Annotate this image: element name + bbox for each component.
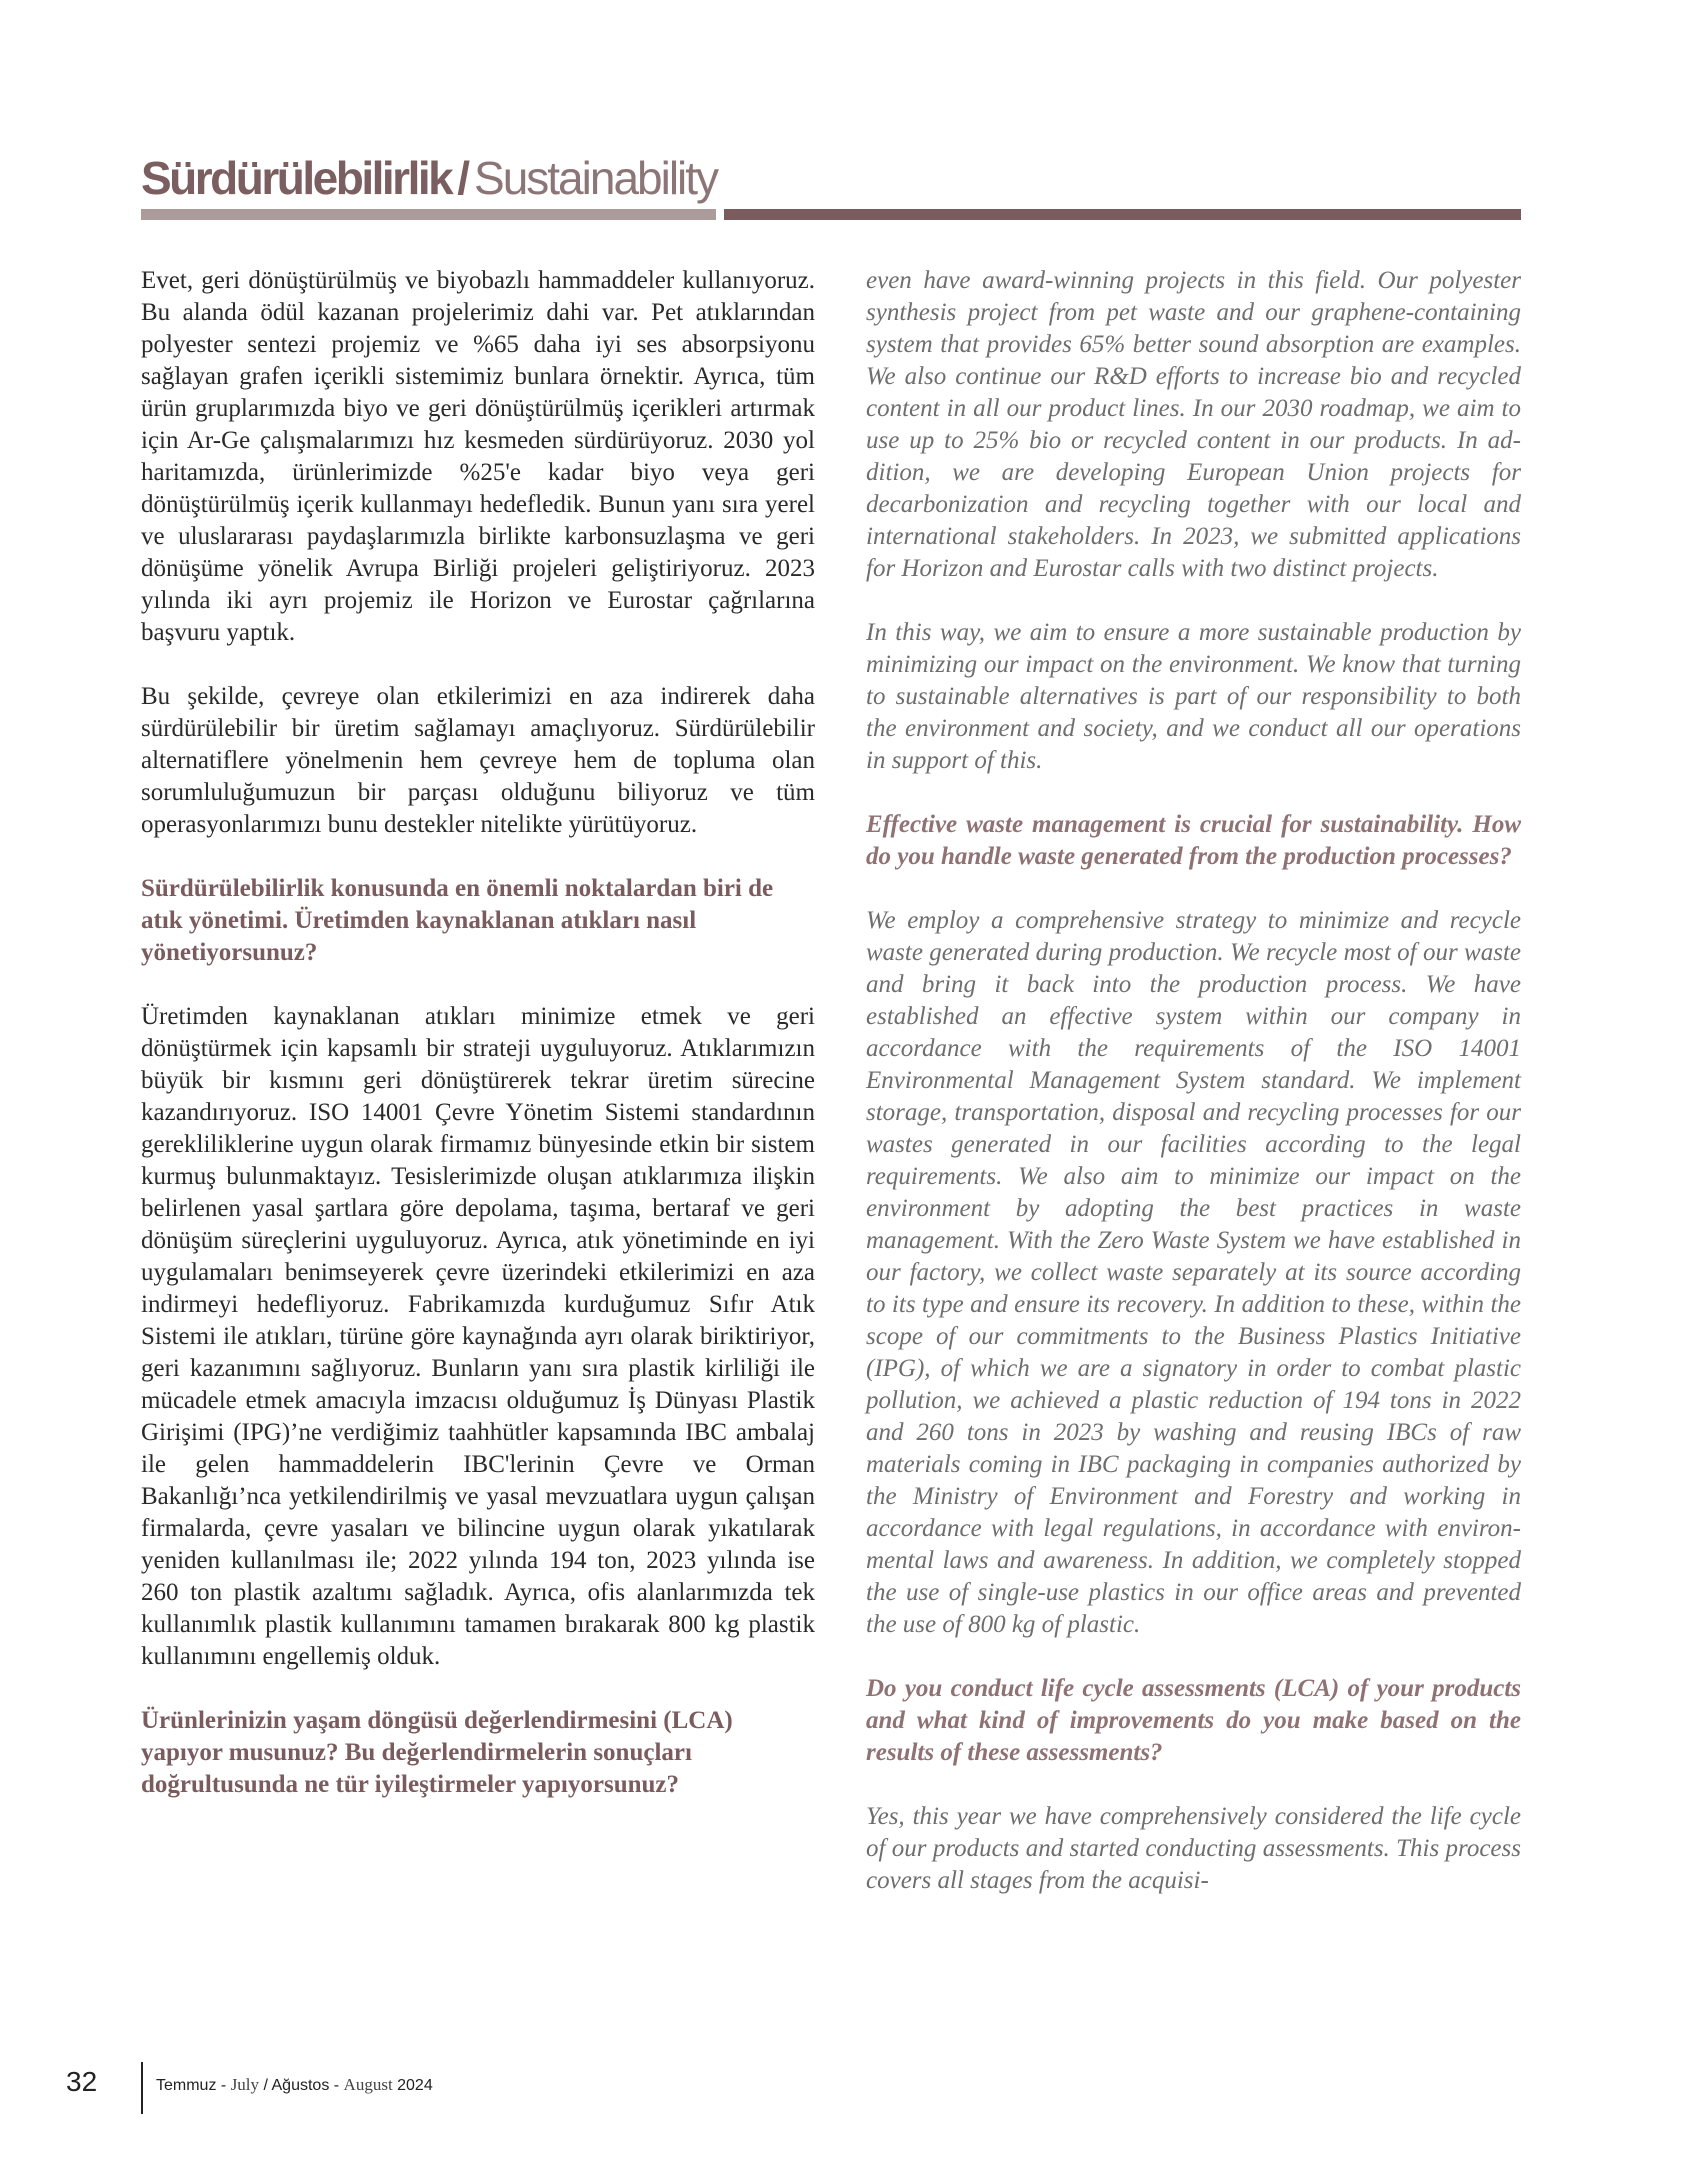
page-number: 32 <box>66 2066 98 2097</box>
slash: / <box>263 2077 268 2094</box>
paragraph: Evet, geri dönüştürülmüş ve biyobazlı hammaddeler kullanıyoruz. Bu alanda ödül kazanan projelerimiz dahi var. Pet atıklarından polyester sentezi projemiz ve %65 daha iyi ses absorpsiyonu sağlayan grafen içerikli sistemimiz bunlara örnektir. Ayrıca, tüm ürün gruplarımızda biyo ve geri dönüştürülmüş içerikleri artırmak için Ar-Ge çalışmalarımızı hız kesmeden sürdürüyoruz. 2030 yol haritamızda, ürünlerimizde %25'e kadar biyo veya geri dönüştürülmüş içerik kullanmayı hedefledik. Bunun yanı sıra yerel ve uluslararası paydaşlarımızla birlikte karbonsuzlaşma ve geri dönüşüme yönelik Avrupa Birliği projeleri geliştiriyoruz. 2023 yılında iki ayrı projemiz ile Horizon ve Eurostar çağrılarına başvuru yaptık. <box>141 267 815 646</box>
dash: - <box>220 2077 227 2094</box>
paragraph: In this way, we aim to ensure a more sustainable production by minimizing our impact on the environment. We know that turning to sustainable alternatives is part of our responsibility to both the environment and society, and we conduct all our operations in support of this. <box>866 619 1521 774</box>
question-heading: Sürdürülebilirlik konusunda en önemli noktalardan biri de atık yönetimi. Üretimden kaynaklanan atıkları nasıl yönetiyorsunuz? <box>141 875 774 966</box>
paragraph: even have award-winning projects in this field. Our polyester synthesis project from pet waste and our graphene-containing system that provides 65% better sound absorption are examples. We also continue our R&D efforts to increase bio and recycled content in all our product lines. In our 2030 roadmap, we aim to use up to 25% bio or recycled content in our products. In addition, we are developing European Union projects for decarbonization and recycling together with our local and international stakeholders. In 2023, we submitted applications for Horizon and Eurostar calls with two distinct projects. <box>866 267 1521 582</box>
question-heading: Ürünlerinizin yaşam döngüsü değerlendirmesini (LCA) yapıyor musunuz? Bu değerlendirmelerin sonuçları doğrultusunda ne tür iyileştirmeler yapıyorsunuz? <box>141 1707 733 1798</box>
section-title-english: Sustainability <box>474 152 718 204</box>
question-heading: Do you conduct life cycle assessments (LCA) of your products and what kind of improvements do you make based on the results of these assessments? <box>866 1675 1521 1766</box>
month2-english: August <box>343 2075 393 2094</box>
question-heading: Effective waste management is crucial for sustainability. How do you handle waste generated from the production processes? <box>866 811 1521 870</box>
answer-paragraph: Yes, this year we have comprehensively considered the life cycle of our products and started conducting assessments. This process covers all stages from the acquisi- <box>866 1803 1521 1894</box>
title-separator: / <box>457 152 469 204</box>
dash: - <box>333 2077 340 2094</box>
header-bar-light <box>141 209 716 220</box>
turkish-column <box>141 265 815 1833</box>
answer-paragraph: Üretimden kaynaklanan atıkları minimize etmek ve geri dönüştürmek için kapsamlı bir strateji uyguluyoruz. Atıklarımızın büyük bir kısmını geri dönüştürerek tekrar üretim sürecine kazandırıyoruz. ISO 14001 Çevre Yönetim Sistemi standardının gerekliliklerine uygun olarak firmamız bünyesinde etkin bir sistem kurmuş bulunmaktayız. Tesislerimizde oluşan atıklarımıza ilişkin belirlenen yasal şartlara göre depolama, taşıma, bertaraf ve geri dönüşüm süreçlerini uyguluyoruz. Ayrıca, atık yönetiminde en iyi uygulamaları benimseyerek çevre üzerindeki etkilerimizi en aza indirmeyi hedefliyoruz. Fabrikamızda kurduğumuz Sıfır Atık Sistemi ile atıkları, türüne göre kaynağında ayrı olarak biriktiriyor, geri kazanımını sağlıyoruz. Bunların yanı sıra plastik kirliliği ile mücadele etmek amacıyla imzacısı olduğumuz İş Dünyası Plastik Girişimi (IPG)’ne verdiğimiz taahhütler kapsamında IBC ambalaj ile gelen hammaddelerin IBC'lerinin Çevre ve Orman Bakanlığı’nca yetkilendirilmiş ve yasal mevzuatlara uygun çalışan firmalarda, çevre yasaları ve bilincine uygun olarak yıkatılarak yeniden kullanılması ile; 2022 yılında 194 ton, 2023 yılında ise 260 ton plastik azaltımı sağladık. Ayrıca, ofis alanlarımızda tek kullanımlık plastik kullanımını tamamen bırakarak 800 kg plastik kullanımını engellemiş olduk. <box>141 1003 815 1670</box>
month2-turkish: Ağustos <box>271 2077 330 2094</box>
month1-english: July <box>230 2075 260 2094</box>
month1-turkish: Temmuz <box>156 2077 217 2094</box>
paragraph: Bu şekilde, çevreye olan etkilerimizi en aza indirerek daha sürdürülebilir bir üretim sağlamayı amaçlıyoruz. Sürdürülebilir alternatiflere yönelmenin hem çevreye hem de topluma olan sorumluluğumuzun bir parçası olduğunu biliyoruz ve tüm operasyonlarımızı bunu destekler nitelikte yürütüyoruz. <box>141 683 815 838</box>
answer-paragraph: We employ a comprehensive strategy to minimize and recycle waste generated during production. We recycle most of our waste and bring it back into the production process. We have established an effective system within our company in accordance with the requirements of the ISO 14001 Environmental Management System standard. We implement storage, transportation, disposal and recycling processes for our wastes generated in our facilities according to the legal requirements. We also aim to minimize our impact on the environment by adopting the best practices in waste management. With the Zero Waste System we have established in our factory, we collect waste separately at its source according to its type and ensure its recovery. In addition to these, within the scope of our commitments to the Business Plastics Initiative (IPG), of which we are a signatory in order to combat plastic pollution, we achieved a plastic reduction of 194 tons in 2022 and 260 tons in 2023 by washing and reusing IBCs of raw materials coming in IBC packaging in companies authorized by the Ministry of Environment and Forestry and working in accordance with legal regulations, in accordance with environmental laws and awareness. In addition, we completely stopped the use of single-use plastics in our office areas and prevented the use of 800 kg of plastic. <box>866 907 1521 1638</box>
english-column <box>866 265 1521 1897</box>
section-title-turkish: Sürdürülebilirlik <box>141 152 452 204</box>
footer-divider <box>141 2062 143 2114</box>
issue-date <box>156 2075 433 2095</box>
header-bar-dark <box>724 209 1521 220</box>
section-title <box>141 150 717 206</box>
year: 2024 <box>397 2077 433 2094</box>
